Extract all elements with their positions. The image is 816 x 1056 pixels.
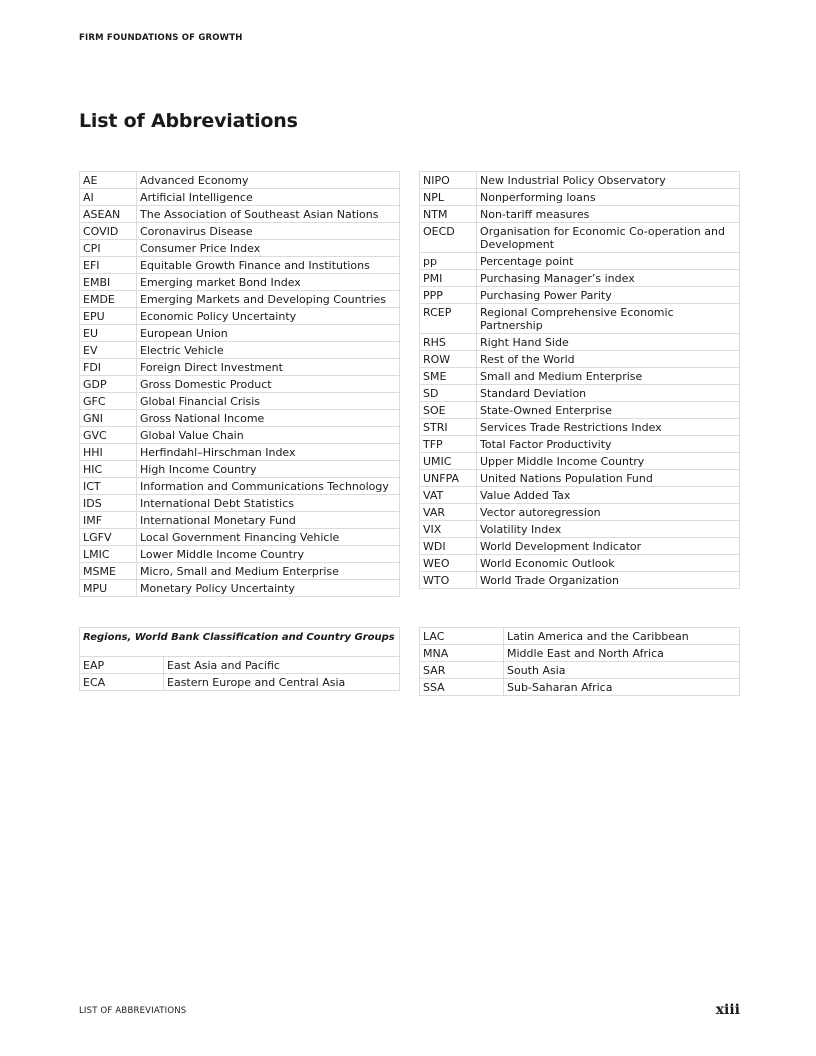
abbreviation-row (80, 325, 400, 342)
abbreviation-code: VIX (420, 521, 477, 538)
abbreviation-definition: Gross Domestic Product (137, 376, 400, 393)
abbreviation-definition: Gross National Income (137, 410, 400, 427)
abbreviation-code: LMIC (80, 546, 137, 563)
abbreviation-definition: Equitable Growth Finance and Institutions (137, 257, 400, 274)
abbreviation-definition: Coronavirus Disease (137, 223, 400, 240)
abbreviation-definition: Standard Deviation (477, 385, 740, 402)
abbreviation-code: GNI (80, 410, 137, 427)
abbreviation-row (420, 351, 740, 368)
abbreviations-table-right-body (420, 172, 740, 589)
abbreviation-definition: Latin America and the Caribbean (504, 628, 740, 645)
abbreviation-row (420, 521, 740, 538)
abbreviation-row (80, 308, 400, 325)
abbreviation-definition: Total Factor Productivity (477, 436, 740, 453)
abbreviation-code: WTO (420, 572, 477, 589)
abbreviation-row (420, 470, 740, 487)
running-head: FIRM FOUNDATIONS OF GROWTH (79, 33, 243, 43)
abbreviation-definition: International Monetary Fund (137, 512, 400, 529)
abbreviation-code: pp (420, 253, 477, 270)
abbreviation-definition: European Union (137, 325, 400, 342)
abbreviation-row (420, 504, 740, 521)
abbreviation-code: SD (420, 385, 477, 402)
abbreviation-definition: The Association of Southeast Asian Nations (137, 206, 400, 223)
abbreviation-row (420, 270, 740, 287)
abbreviation-row (80, 393, 400, 410)
abbreviation-definition: Global Financial Crisis (137, 393, 400, 410)
abbreviation-code: EAP (80, 657, 164, 674)
abbreviation-code: IDS (80, 495, 137, 512)
abbreviation-definition: Consumer Price Index (137, 240, 400, 257)
abbreviation-definition: International Debt Statistics (137, 495, 400, 512)
abbreviation-definition: Electric Vehicle (137, 342, 400, 359)
abbreviation-code: WEO (420, 555, 477, 572)
abbreviation-definition: Purchasing Manager’s index (477, 270, 740, 287)
abbreviation-row (420, 436, 740, 453)
abbreviation-code: SAR (420, 662, 504, 679)
abbreviation-definition: Rest of the World (477, 351, 740, 368)
abbreviation-definition: Value Added Tax (477, 487, 740, 504)
page-number: xiii (715, 1002, 740, 1018)
footer-section-label: LIST OF ABBREVIATIONS (79, 1006, 187, 1016)
abbreviation-code: EPU (80, 308, 137, 325)
abbreviation-code: EFI (80, 257, 137, 274)
abbreviation-row (80, 580, 400, 597)
abbreviation-definition: Information and Communications Technology (137, 478, 400, 495)
abbreviation-definition: Regional Comprehensive Economic Partnership (477, 304, 740, 334)
abbreviations-table-right (419, 171, 740, 589)
abbreviation-definition: Vector autoregression (477, 504, 740, 521)
abbreviation-definition: South Asia (504, 662, 740, 679)
abbreviation-row (420, 538, 740, 555)
abbreviation-definition: High Income Country (137, 461, 400, 478)
abbreviation-code: MSME (80, 563, 137, 580)
abbreviation-row (80, 189, 400, 206)
abbreviation-code: HHI (80, 444, 137, 461)
abbreviation-row (420, 223, 740, 253)
abbreviation-code: MNA (420, 645, 504, 662)
abbreviation-row (80, 674, 400, 691)
abbreviation-code: NTM (420, 206, 477, 223)
abbreviation-code: GDP (80, 376, 137, 393)
abbreviation-code: VAT (420, 487, 477, 504)
abbreviations-table-left (79, 171, 400, 597)
abbreviation-row (420, 206, 740, 223)
abbreviation-code: EMDE (80, 291, 137, 308)
abbreviation-row (420, 645, 740, 662)
abbreviation-definition: Volatility Index (477, 521, 740, 538)
abbreviation-definition: World Development Indicator (477, 538, 740, 555)
abbreviation-definition: Right Hand Side (477, 334, 740, 351)
abbreviation-row (80, 410, 400, 427)
abbreviation-row (420, 628, 740, 645)
abbreviation-code: ROW (420, 351, 477, 368)
abbreviation-definition: Eastern Europe and Central Asia (164, 674, 400, 691)
abbreviation-definition: United Nations Population Fund (477, 470, 740, 487)
abbreviation-row (420, 385, 740, 402)
abbreviation-row (420, 334, 740, 351)
regions-table-left-body (80, 628, 400, 657)
abbreviation-row (80, 359, 400, 376)
abbreviation-code: MPU (80, 580, 137, 597)
abbreviation-row (80, 172, 400, 189)
regions-table-right (419, 627, 740, 696)
abbreviations-table-left-body (80, 172, 400, 597)
abbreviation-row (80, 376, 400, 393)
abbreviation-row (420, 253, 740, 270)
abbreviation-definition: Nonperforming loans (477, 189, 740, 206)
abbreviation-code: SME (420, 368, 477, 385)
abbreviation-code: COVID (80, 223, 137, 240)
abbreviation-code: ASEAN (80, 206, 137, 223)
abbreviation-row (420, 487, 740, 504)
abbreviation-definition: Local Government Financing Vehicle (137, 529, 400, 546)
abbreviation-code: EV (80, 342, 137, 359)
abbreviation-definition: Middle East and North Africa (504, 645, 740, 662)
abbreviation-definition: Small and Medium Enterprise (477, 368, 740, 385)
abbreviation-code: LGFV (80, 529, 137, 546)
abbreviation-definition: Lower Middle Income Country (137, 546, 400, 563)
abbreviation-definition: Upper Middle Income Country (477, 453, 740, 470)
abbreviation-code: HIC (80, 461, 137, 478)
abbreviation-row (80, 342, 400, 359)
abbreviation-definition: Foreign Direct Investment (137, 359, 400, 376)
regions-heading-row (80, 628, 400, 657)
abbreviation-code: GVC (80, 427, 137, 444)
abbreviation-row (80, 529, 400, 546)
abbreviation-definition: Advanced Economy (137, 172, 400, 189)
abbreviation-definition: East Asia and Pacific (164, 657, 400, 674)
abbreviation-code: SOE (420, 402, 477, 419)
abbreviation-definition: Percentage point (477, 253, 740, 270)
abbreviation-definition: Organisation for Economic Co-operation and Development (477, 223, 740, 253)
abbreviation-row (420, 555, 740, 572)
abbreviation-row (420, 402, 740, 419)
abbreviation-definition: New Industrial Policy Observatory (477, 172, 740, 189)
regions-heading: Regions, World Bank Classification and Country Groups (80, 628, 400, 657)
abbreviation-row (80, 274, 400, 291)
page-title: List of Abbreviations (79, 110, 298, 132)
abbreviation-code: RCEP (420, 304, 477, 334)
abbreviation-definition: Economic Policy Uncertainty (137, 308, 400, 325)
abbreviation-row (420, 189, 740, 206)
abbreviation-row (80, 206, 400, 223)
abbreviation-code: SSA (420, 679, 504, 696)
abbreviation-definition: Artificial Intelligence (137, 189, 400, 206)
regions-table-left (79, 627, 400, 691)
abbreviation-code: AE (80, 172, 137, 189)
abbreviation-row (80, 563, 400, 580)
abbreviation-row (420, 419, 740, 436)
abbreviation-row (80, 257, 400, 274)
abbreviation-row (80, 512, 400, 529)
abbreviation-code: OECD (420, 223, 477, 253)
abbreviation-row (80, 291, 400, 308)
abbreviation-code: STRI (420, 419, 477, 436)
abbreviation-code: LAC (420, 628, 504, 645)
abbreviation-code: NPL (420, 189, 477, 206)
abbreviation-row (420, 368, 740, 385)
abbreviation-definition: Micro, Small and Medium Enterprise (137, 563, 400, 580)
abbreviation-definition: Monetary Policy Uncertainty (137, 580, 400, 597)
regions-table-right-body (420, 628, 740, 696)
abbreviation-code: GFC (80, 393, 137, 410)
abbreviation-code: CPI (80, 240, 137, 257)
abbreviation-definition: Emerging market Bond Index (137, 274, 400, 291)
abbreviation-code: NIPO (420, 172, 477, 189)
abbreviation-definition: Purchasing Power Parity (477, 287, 740, 304)
abbreviation-code: IMF (80, 512, 137, 529)
abbreviation-row (420, 453, 740, 470)
abbreviation-definition: Sub-Saharan Africa (504, 679, 740, 696)
abbreviation-code: ICT (80, 478, 137, 495)
abbreviation-code: RHS (420, 334, 477, 351)
abbreviation-code: PPP (420, 287, 477, 304)
abbreviation-definition: Emerging Markets and Developing Countries (137, 291, 400, 308)
abbreviation-definition: State-Owned Enterprise (477, 402, 740, 419)
abbreviation-row (80, 478, 400, 495)
abbreviation-code: UMIC (420, 453, 477, 470)
abbreviation-row (80, 427, 400, 444)
abbreviation-row (420, 662, 740, 679)
abbreviation-code: ECA (80, 674, 164, 691)
abbreviation-row (80, 657, 400, 674)
abbreviation-definition: Non-tariff measures (477, 206, 740, 223)
abbreviation-row (80, 223, 400, 240)
regions-table-left-rows (80, 657, 400, 691)
abbreviation-definition: World Economic Outlook (477, 555, 740, 572)
abbreviation-code: VAR (420, 504, 477, 521)
abbreviation-code: EMBI (80, 274, 137, 291)
abbreviation-definition: Herfindahl–Hirschman Index (137, 444, 400, 461)
abbreviation-row (420, 679, 740, 696)
abbreviation-definition: Global Value Chain (137, 427, 400, 444)
abbreviation-row (80, 461, 400, 478)
abbreviation-code: TFP (420, 436, 477, 453)
abbreviation-code: UNFPA (420, 470, 477, 487)
abbreviation-row (420, 287, 740, 304)
abbreviation-code: AI (80, 189, 137, 206)
abbreviation-definition: World Trade Organization (477, 572, 740, 589)
abbreviation-row (420, 572, 740, 589)
abbreviation-row (80, 444, 400, 461)
abbreviation-code: FDI (80, 359, 137, 376)
abbreviation-code: EU (80, 325, 137, 342)
abbreviation-row (80, 546, 400, 563)
abbreviation-row (80, 240, 400, 257)
abbreviation-definition: Services Trade Restrictions Index (477, 419, 740, 436)
abbreviation-code: WDI (420, 538, 477, 555)
abbreviation-row (420, 172, 740, 189)
abbreviation-row (420, 304, 740, 334)
abbreviation-code: PMI (420, 270, 477, 287)
abbreviation-row (80, 495, 400, 512)
